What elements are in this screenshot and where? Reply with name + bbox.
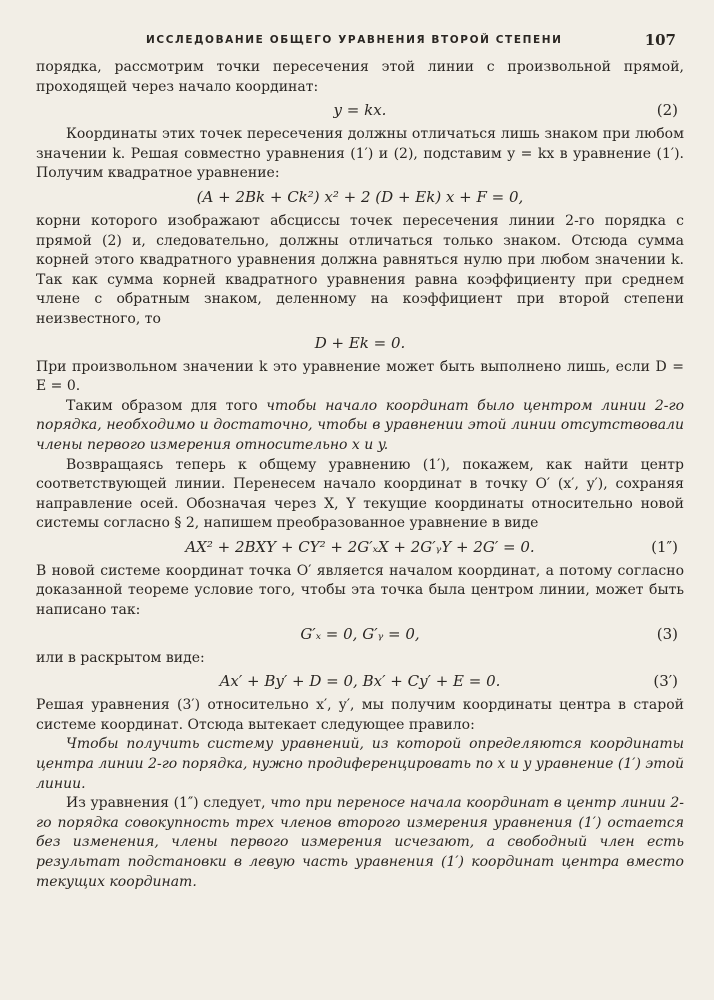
equation-2-body: y = kx. — [333, 101, 387, 120]
paragraph-6: Возвращаясь теперь к общему уравнению (1′), покажем, как найти центр соответствующей линии. Перенесем начало координат в точку O′ (x′, y′), сохраняя направление осей. Обозначая через X, Y текущие координаты относительно новой системы согласно § 2, напишем преобразованное уравнение в виде — [36, 456, 684, 532]
equation-1pp-body: AX² + 2BXY + CY² + 2G′ₓX + 2G′ᵧY + 2G′ = 0. — [185, 537, 535, 556]
paragraph-3: корни которого изображают абсциссы точек пересечения линии 2-го порядка с прямой (2) и, следовательно, должны отличаться только знаком. Отсюда сумма корней этого квадратного уравнения должна равняться нулю при любом значении k. Так как сумма корней квадратного уравнения равна коэффициенту при среднем члене с обратным знаком, деленному на коэффициент при второй степени неизвестного, то — [36, 212, 684, 327]
paragraph-4: При произвольном значении k это уравнение может быть выполнено лишь, если D = E = 0. — [36, 358, 684, 395]
running-title: ИССЛЕДОВАНИЕ ОБЩЕГО УРАВНЕНИЯ ВТОРОЙ СТЕПЕНИ — [146, 34, 563, 46]
paragraph-5 — [36, 397, 684, 456]
paragraph-2: Координаты этих точек пересечения должны отличаться лишь знаком при любом значении k. Решая совместно уравнения (1′) и (2), подставим y = kx в уравнение (1′). Получим квадратное уравнение: — [36, 126, 684, 182]
equation-3 — [36, 623, 684, 647]
paragraph-9: Решая уравнения (3′) относительно x′, y′, мы получим координаты центра в старой системе координат. Отсюда вытекает следующее правило: — [36, 697, 684, 733]
paragraph-11-italic: что при переносе начала координат в центр линии 2-го порядка совокупность трех членов второго измерения уравнения (1′) остается без изменения, члены первого измерения исчезают, а свободный член есть результат подстановки в левую часть уравнения (1′) координат центра вместо текущих координат. — [36, 795, 684, 890]
paragraph-11 — [36, 794, 684, 892]
equation-quadratic — [36, 186, 684, 210]
paragraph-7: В новой системе координат точка O′ является началом координат, а потому согласно доказанной теореме условие того, чтобы эта точка была центром линии, может быть написано так: — [36, 562, 684, 619]
equation-2 — [36, 99, 684, 123]
equation-quadratic-body: (A + 2Bk + Ck²) x² + 2 (D + Ek) x + F = 0, — [196, 187, 524, 206]
paragraph-5-italic: чтобы начало координат было центром линии 2-го порядка, необходимо и достаточно, чтобы в уравнении этой линии отсутствовали члены первого измерения относительно x и y. — [36, 397, 685, 453]
equation-3-body: G′ₓ = 0, G′ᵧ = 0, — [300, 624, 420, 643]
paragraph-1: порядка, рассмотрим точки пересечения этой линии с произвольной прямой, проходящей через начало координат: — [36, 59, 684, 95]
rule-paragraph: Чтобы получить систему уравнений, из которой определяются координаты центра линии 2-го порядка, нужно продиференцировать по x и y уравнение (1′) этой линии. — [36, 736, 684, 792]
equation-3p — [36, 670, 684, 694]
equation-3p-body: Ax′ + By′ + D = 0, Bx′ + Cy′ + E = 0. — [219, 672, 501, 691]
equation-1pp-number: (1″) — [651, 537, 678, 556]
paragraph-8: или в раскрытом виде: — [36, 649, 205, 666]
equation-1pp — [36, 536, 684, 560]
equation-3-number: (3) — [656, 624, 678, 643]
page-number: 107 — [644, 31, 676, 49]
equation-2-number: (2) — [656, 101, 678, 120]
running-header — [36, 22, 684, 58]
equation-3p-number: (3′) — [653, 672, 678, 691]
paragraph-11-plain: Из уравнения (1″) следует, — [66, 795, 271, 812]
paragraph-5-plain: Таким образом для того — [66, 397, 267, 414]
equation-d-ek-body: D + Ek = 0. — [314, 333, 406, 352]
book-page — [36, 22, 684, 892]
equation-d-ek — [36, 332, 684, 356]
